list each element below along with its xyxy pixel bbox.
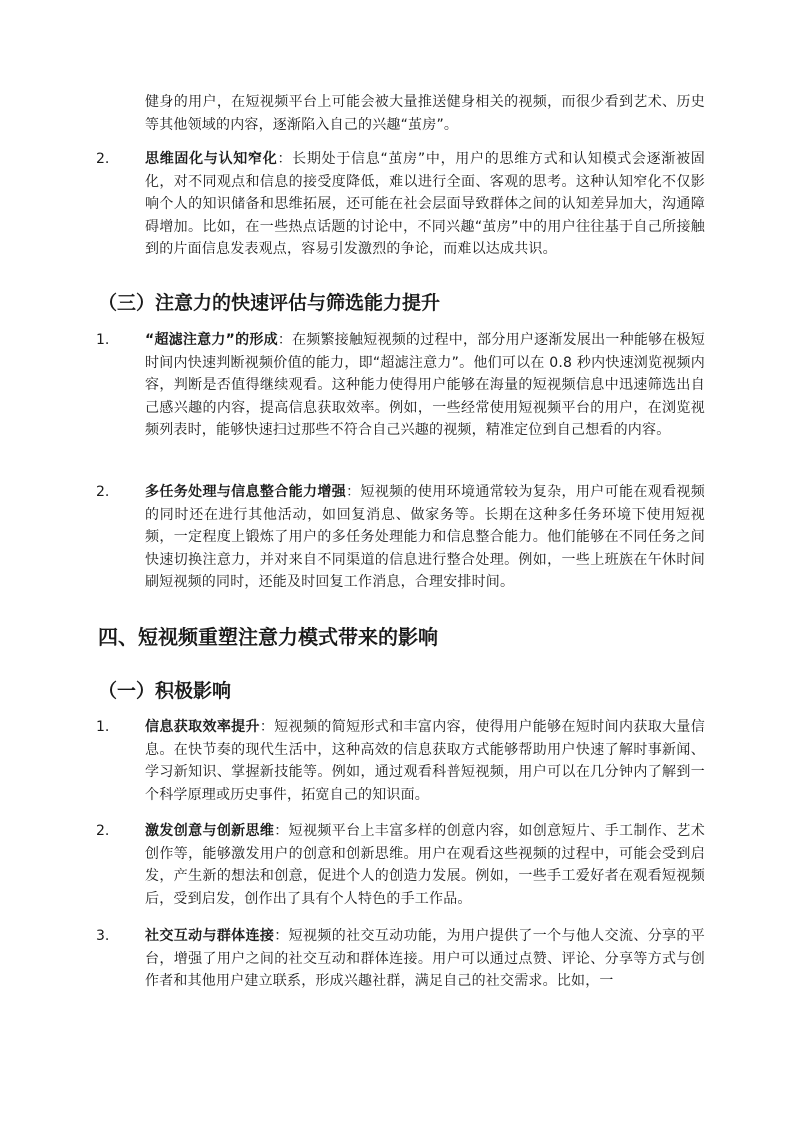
list-item-multitasking: [145, 481, 705, 594]
list-item-social-interaction: [145, 925, 705, 993]
item-text: ：短视频平台上丰富多样的创意内容，如创意短片、手工制作、艺术创作等，能够激发用户的创意和创新思维。用户在观看这些视频的过程中，可能会受到启发，产生新的想法和创意，促进个人的创造力发展。例如，一些手工爱好者在观看短视频后，受到启发，创作出了具有个人特色的手工作品。: [145, 823, 705, 907]
list-number: 1.: [96, 719, 110, 735]
item-text: ：短视频的使用环境通常较为复杂，用户可能在观看视频的同时还在进行其他活动，如回复消息、做家务等。长期在这种多任务环境下使用短视频，一定程度上锻炼了用户的多任务处理能力和信息整合能力。他们能够在不同任务之间快速切换注意力，并对来自不同渠道的信息进行整合处理。例如，一些上班族在午休时间刷短视频的同时，还能及时回复工作消息，合理安排时间。: [145, 484, 706, 591]
item-label: “超滤注意力”的形成: [145, 332, 278, 348]
list-number: 2.: [96, 151, 110, 167]
list-number: 3.: [96, 928, 110, 944]
section-heading-attention-evaluation: （三）注意力的快速评估与筛选能力提升: [98, 292, 441, 314]
item-text: ：短视频的社交互动功能，为用户提供了一个与他人交流、分享的平台，增强了用户之间的社交互动和群体连接。用户可以通过点赞、评论、分享等方式与创作者和其他用户建立联系，形成兴趣社群，满足自己的社交需求。比如，一: [145, 928, 705, 990]
item-label: 多任务处理与信息整合能力增强: [145, 484, 347, 500]
chapter-heading-impacts: 四、短视频重塑注意力模式带来的影响: [98, 625, 438, 649]
item-text: ：长期处于信息“茧房”中，用户的思维方式和认知模式会逐渐被固化，对不同观点和信息的接受度降低，难以进行全面、客观的思考。这种认知窄化不仅影响个人的知识储备和思维拓展，还可能在社会层面导致群体之间的认知差异加大，沟通障碍增加。比如，在一些热点话题的讨论中，不同兴趣“茧房”中的用户往往基于自己所接触到的片面信息发表观点，容易引发激烈的争论，而难以达成共识。: [145, 151, 705, 258]
item-label: 思维固化与认知窄化: [145, 151, 278, 167]
item-label: 信息获取效率提升: [145, 719, 260, 735]
list-item-info-efficiency: [145, 716, 705, 806]
item-text: ：短视频的简短形式和丰富内容，使得用户能够在短时间内获取大量信息。在快节奏的现代生活中，这种高效的信息获取方式能够帮助用户快速了解时事新闻、学习新知识、掌握新技能等。例如，通过观看科普短视频，用户可以在几分钟内了解到一个科学原理或历史事件，拓宽自己的知识面。: [145, 719, 705, 803]
item-label: 社交互动与群体连接: [145, 928, 275, 944]
list-number: 2.: [96, 484, 110, 500]
list-item-super-filter: [145, 329, 705, 442]
item-label: 激发创意与创新思维: [145, 823, 275, 839]
list-number: 2.: [96, 823, 110, 839]
list-number: 1.: [96, 332, 110, 348]
item-text: ：在频繁接触短视频的过程中，部分用户逐渐发展出一种能够在极短时间内快速判断视频价值的能力，即“超滤注意力”。他们可以在 0.8 秒内快速浏览视频内容，判断是否值得继续观看。这种能力使得用户能够在海量的短视频信息中迅速筛选出自己感兴趣的内容，提高信息获取效率。例如，一些经常使用短视频平台的用户，在浏览视频列表时，能够快速扫过那些不符合自己兴趣的视频，精准定位到自己想看的内容。: [145, 332, 705, 439]
list-item-creativity: [145, 820, 705, 910]
continuation-paragraph: 健身的用户，在短视频平台上可能会被大量推送健身相关的视频，而很少看到艺术、历史等其他领域的内容，逐渐陷入自己的兴趣“茧房”。: [145, 94, 705, 133]
section-heading-positive-impacts: （一）积极影响: [98, 680, 232, 702]
list-item-thinking-rigidity: [145, 148, 705, 261]
